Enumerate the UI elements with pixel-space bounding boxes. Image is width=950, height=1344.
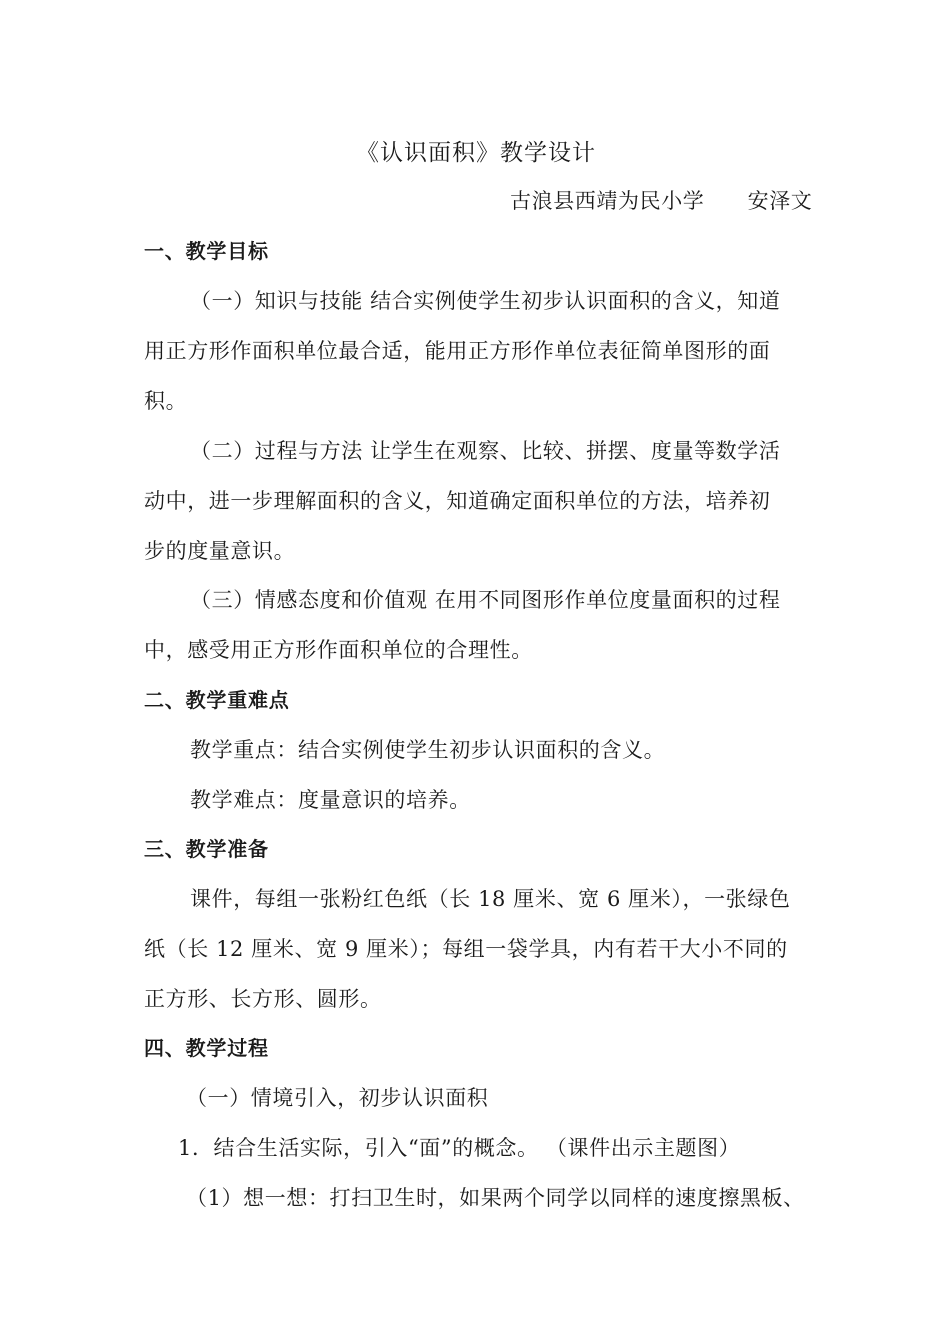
list-item: 1．结合生活实际，引入“面”的概念。 （课件出示主题图） <box>178 1136 741 1160</box>
section-heading-key-points: 二、教学重难点 <box>144 688 290 712</box>
paragraph-line: 积。 <box>144 389 188 413</box>
subsection-heading: （一）情境引入，初步认识面积 <box>186 1086 489 1110</box>
difficulty-line: 教学难点：度量意识的培养。 <box>190 788 471 812</box>
paragraph-line: 课件，每组一张粉红色纸（长 18 厘米、宽 6 厘米），一张绿色 <box>190 887 791 911</box>
section-heading-objectives: 一、教学目标 <box>144 239 269 263</box>
document-title: 《认识面积》教学设计 <box>356 140 596 166</box>
paragraph-line: 动中，进一步理解面积的含义，知道确定面积单位的方法，培养初 <box>144 489 771 513</box>
paragraph-line: （二）过程与方法 让学生在观察、比较、拼摆、度量等数学活 <box>190 439 781 463</box>
paragraph-line: 步的度量意识。 <box>144 539 296 563</box>
section-heading-preparation: 三、教学准备 <box>144 837 269 861</box>
section-heading-process: 四、教学过程 <box>144 1036 269 1060</box>
paragraph-line: 中，感受用正方形作面积单位的合理性。 <box>144 638 533 662</box>
list-item: （1）想一想：打扫卫生时，如果两个同学以同样的速度擦黑板、 <box>186 1186 805 1210</box>
paragraph-line: （一）知识与技能 结合实例使学生初步认识面积的含义，知道 <box>190 289 781 313</box>
paragraph-line: 纸（长 12 厘米、宽 9 厘米）；每组一袋学具，内有若干大小不同的 <box>144 937 788 961</box>
key-point-line: 教学重点：结合实例使学生初步认识面积的含义。 <box>190 738 666 762</box>
paragraph-line: （三）情感态度和价值观 在用不同图形作单位度量面积的过程 <box>190 588 781 612</box>
paragraph-line: 用正方形作面积单位最合适，能用正方形作单位表征简单图形的面 <box>144 339 771 363</box>
author-line: 古浪县西靖为民小学 安泽文 <box>510 189 813 213</box>
paragraph-line: 正方形、长方形、圆形。 <box>144 987 382 1011</box>
